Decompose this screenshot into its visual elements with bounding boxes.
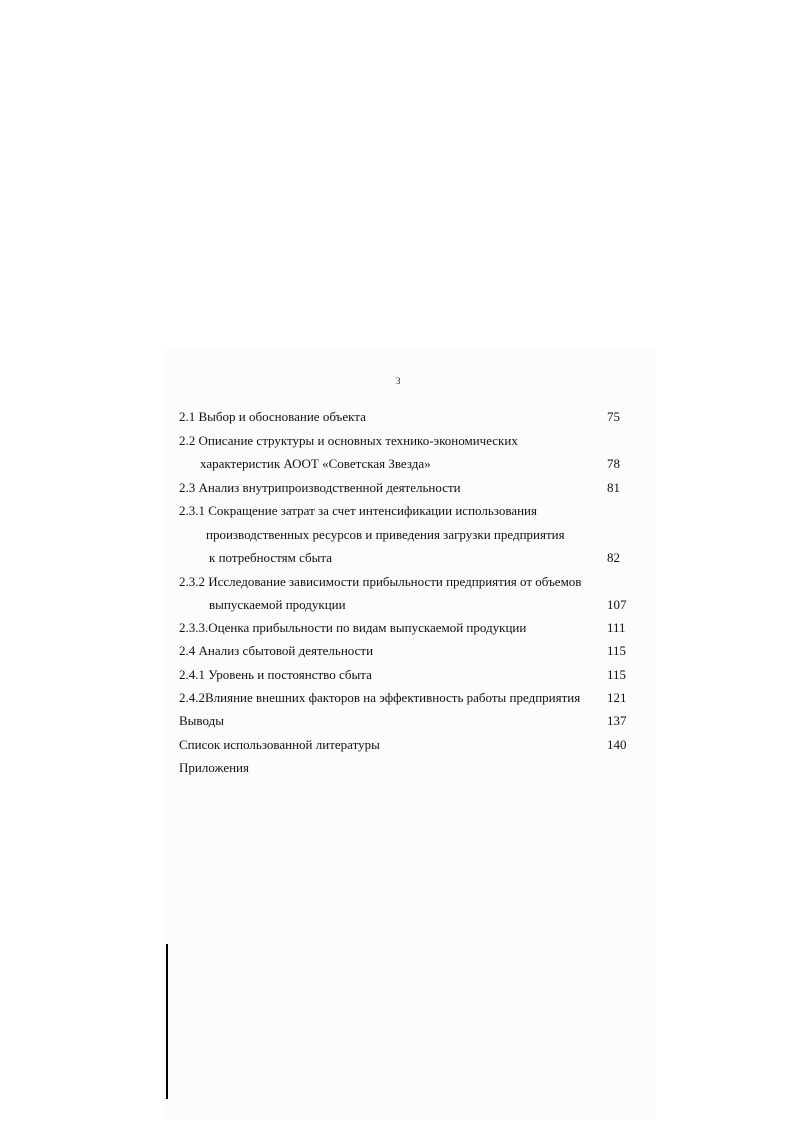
toc-entry-title: 2.4 Анализ сбытовой деятельности bbox=[179, 643, 374, 658]
toc-entry-page: 107 bbox=[607, 597, 627, 612]
margin-line bbox=[166, 944, 168, 1099]
toc-entry-title: 2.3.1 Сокращение затрат за счет интенсификации использования bbox=[179, 503, 537, 518]
page-number: 3 bbox=[396, 376, 401, 386]
toc-entry-title: 2.4.2Влияние внешних факторов на эффективность работы предприятия bbox=[179, 690, 581, 705]
toc-entry-page: 75 bbox=[607, 409, 620, 424]
toc-entry-title: Выводы bbox=[179, 713, 224, 728]
toc-entry-title: Список использованной литературы bbox=[179, 737, 380, 752]
toc-entry-page: 78 bbox=[607, 456, 620, 471]
toc-entry-title: 2.2 Описание структуры и основных технико-экономических bbox=[179, 433, 518, 448]
toc-entry-title: Приложения bbox=[179, 760, 249, 775]
toc-entry-page: 140 bbox=[607, 737, 627, 752]
toc-entry-title: 2.3 Анализ внутрипроизводственной деятельности bbox=[179, 480, 461, 495]
toc-entry-title: 2.4.1 Уровень и постоянство сбыта bbox=[179, 667, 372, 682]
toc-entry-title-continuation: характеристик АООТ «Советская Звезда» bbox=[200, 456, 431, 471]
toc-entry-page: 115 bbox=[607, 643, 627, 658]
toc-entry-title-continuation: выпускаемой продукции bbox=[209, 597, 346, 612]
toc-entry-page: 137 bbox=[607, 713, 627, 728]
toc-entry-title-continuation: производственных ресурсов и приведения загрузки предприятия bbox=[206, 527, 565, 542]
toc-entry-page: 82 bbox=[607, 550, 620, 565]
toc-entry-title: 2.3.2 Исследование зависимости прибыльности предприятия от объемов bbox=[179, 574, 582, 589]
toc-entry-page: 81 bbox=[607, 480, 620, 495]
toc-entry-page: 111 bbox=[607, 620, 626, 635]
toc-entry-title-continuation: к потребностям сбыта bbox=[209, 550, 332, 565]
toc-entry-title: 2.3.3.Оценка прибыльности по видам выпускаемой продукции bbox=[179, 620, 527, 635]
toc-entry-title: 2.1 Выбор и обоснование объекта bbox=[179, 409, 366, 424]
toc-entry-page: 121 bbox=[607, 690, 627, 705]
toc-entry-page: 115 bbox=[607, 667, 627, 682]
